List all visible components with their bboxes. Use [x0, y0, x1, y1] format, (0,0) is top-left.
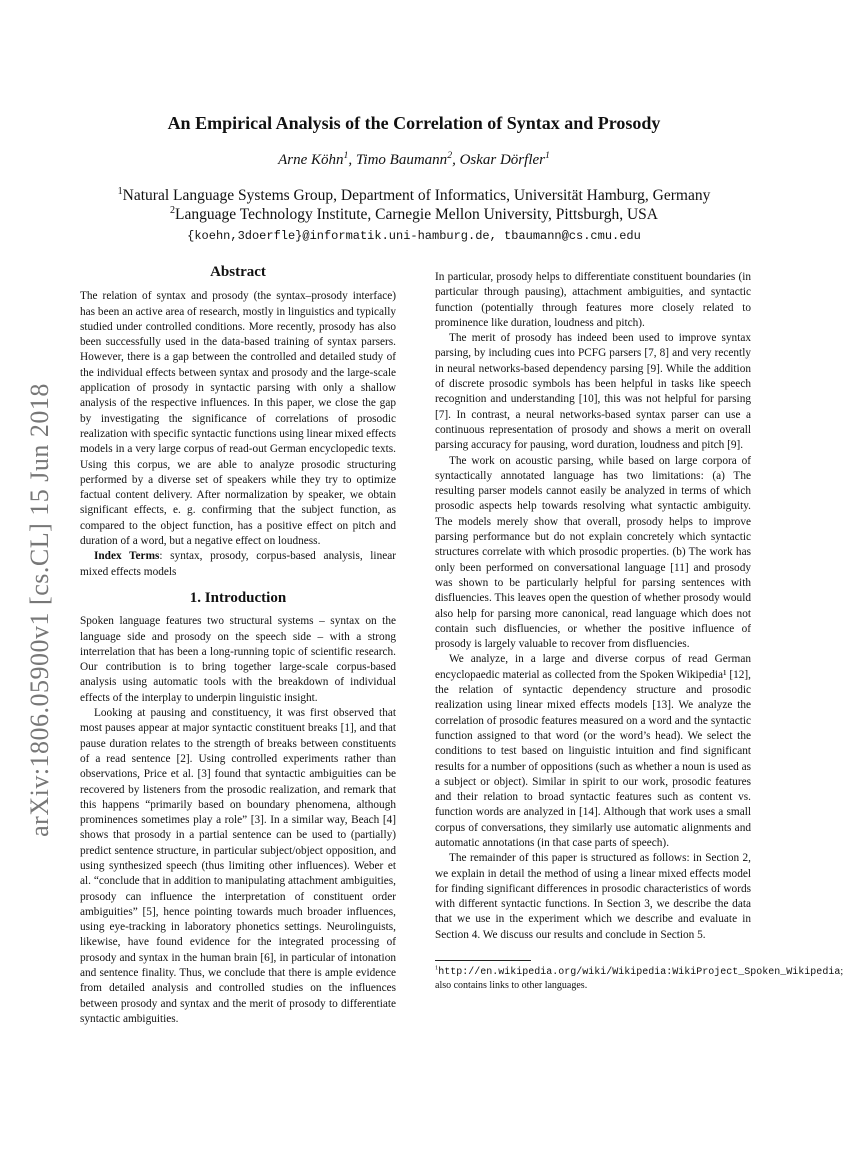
intro-paragraph: In particular, prosody helps to differentiate constituent boundaries (in particular through pausing), attachment ambiguities, and syntactic function (potentially through features more closely related to prominence like duration, loudness and pitch).: [435, 271, 751, 329]
abstract-heading: Abstract: [210, 264, 266, 280]
footnote-url[interactable]: http://en.wikipedia.org/wiki/Wikipedia:WikiProject_Spoken_Wikipedia: [438, 967, 841, 979]
affiliation-text: Natural Language Systems Group, Department of Informatics, Universität Hamburg, Germany: [122, 187, 711, 204]
intro-paragraph: The work on acoustic parsing, while based on large corpora of syntactically annotated language has two limitations: (a) The resulting parser models cannot easily be analyzed in terms of which prosodic aspects help towards resolving what syntactic ambiguity. The models merely show that overall, prosody helps to improve parsing performance but do not explain concretely which syntactic structures correlate with which prosodic properties. (b) The work has only been performed on conversational language [11] and prosody was shown to be particularly helpful for parsing sentences with disfluencies. This leaves open the question of whether prosody would also help for parsing more canonical, read language which does not contain such disfluencies, or whether the positive influence of prosody is largely valuable to recover from disfluencies.: [435, 454, 751, 651]
abstract-text: The relation of syntax and prosody (the syntax–prosody interface) has been an active area of research, mostly in linguistics and typically studied under controlled conditions. More recently, prosody has also been successfully used in the data-based training of syntax parsers. However, there is a gap between the controlled and detailed study of the individual effects between syntax and prosody and the large-scale application of prosody in syntactic parsing with only a shallow analysis of the respective influences. In this paper, we close the gap by investigating the significance of correlations of prosodic realization with specific syntactic functions using linear mixed effects models in a very large corpus of read-out German encyclopedic texts. Using this corpus, we are able to analyze prosodic structuring performed by a diverse set of speakers while they try to optimize factual content delivery. After normalization by speaker, we obtain significant effects, e. g. confirming that the subject function, as compared to the object function, has a positive effect on pitch and duration of a word, but a negative effect on loudness.: [80, 290, 396, 548]
footnote: [435, 964, 843, 992]
footnote-mark: 1: [435, 964, 439, 972]
intro-heading: 1. Introduction: [189, 589, 287, 606]
author-list: Arne Köhn$^1$, Timo Baumann$^2$, Oskar Dörfler$^1$: [278, 150, 550, 168]
footnote-text: ; also contains links to other languages.: [435, 966, 843, 992]
index-terms-label: Index Terms: [94, 550, 160, 563]
right-column: [435, 270, 843, 992]
affiliation-sup: 1: [117, 185, 123, 197]
intro-paragraph: Looking at pausing and constituency, it was first observed that most pauses appear at major syntactic constituent breaks [1], and that pause duration relates to the strength of breaks between constituents of a read sentence [2]. Using controlled experiments rather than observations, Price et al. [3] found that syntactic ambiguities can be recovered by listeners from the prosodic realization, and remark that this happens “primarily based on boundary phenomena, although prominences sometimes play a role” [3]. In a similar way, Beach [4] shows that prosody in a partial sentence can be used to (partially) predict sentence structure, in particular subject/object opposition, and using synthesized speech (thus limiting other influences). Weber et al. “conclude that in addition to manipulating attachment ambiguities, prosody can influence the interpretation of constituent order ambiguities” [5], hence pointing towards much broader influences, using eye-tracking in laboratory phonetics settings. Neurolinguists, likewise, have found evidence for the integrated processing of prosody and syntax in the human brain [6], in particular of intonation and sentence finality. Thus, we conclude that there is ample evidence from detailed analysis and controlled studies on the influences between prosody and syntax and the merit of prosody to differentiate syntactic ambiguities.: [80, 707, 396, 1025]
affiliation-sup: 2: [170, 204, 176, 216]
index-terms-text: : syntax, prosody, corpus-based analysis, linear mixed effects models: [80, 550, 397, 578]
author-sup: 1: [343, 150, 349, 161]
affiliation: [0, 187, 828, 205]
intro-paragraph: Spoken language features two structural systems – syntax on the language side and prosody on the speech side – with a strong interrelation that has been a long-running topic of scientific research. Our contribution is to bring together large-scale corpus-based analysis using automatic tools with the breakdown of individual effects of the interplay to underpin linguistic insight.: [80, 615, 396, 704]
paper-title: An Empirical Analysis of the Correlation of Syntax and Prosody: [167, 113, 661, 133]
author-sup: 2: [447, 150, 453, 161]
arxiv-stamp: arXiv:1806.05900v1 [cs.CL] 15 Jun 2018: [25, 383, 54, 837]
affiliation: [0, 206, 828, 224]
author-sup: 1: [544, 150, 550, 161]
footnote-rule: [435, 960, 531, 961]
author-emails: {koehn,3doerfle}@informatik.uni-hamburg.de, tbaumann@cs.cmu.edu: [187, 229, 641, 243]
author-name: Oskar Dörfler: [459, 152, 545, 168]
left-column: [80, 265, 396, 1027]
intro-paragraph: We analyze, in a large and diverse corpus of read German encyclopaedic material as collected from the Spoken Wikipedia¹ [12], the relation of syntactic dependency structure and prosodic realization using linear mixed effects models [13]. We analyze the correlation of prosodic features measured on a word and the syntactic function assigned to that word (or the word’s head). We select the conditions to test based on linguistic intuition and find significant results for a number of oppositions (such as whether a noun is used as a subject or object). Similar in spirit to our work, prosodic features and their relation to broad syntactic features such as content vs. function words are analyzed in [14]. Although that work uses a small corpus of conversations, they similarly use automatic alignments and automatic annotations (in that case parts of speech).: [435, 653, 751, 849]
author-name: Arne Köhn: [278, 152, 344, 168]
affiliation-text: Language Technology Institute, Carnegie Mellon University, Pittsburgh, USA: [175, 206, 658, 223]
intro-paragraph: The remainder of this paper is structured as follows: in Section 2, we explain in detail the method of using a linear mixed effects model for finding significant differences in prosodic characteristics of words with different syntactic functions. In Section 3, we describe the data that we use in the experiment which we describe and evaluate in Section 4. We discuss our results and conclude in Section 5.: [435, 852, 751, 941]
index-terms: [80, 549, 396, 580]
author-name: Timo Baumann: [355, 152, 448, 168]
intro-paragraph: The merit of prosody has indeed been used to improve syntax parsing, by including cues into PCFG parsers [7, 8] and very recently in neural networks-based dependency parsing [9]. While the addition of discrete prosodic symbols has been helpful in tasks like speech recognition and understanding [10], this was not helpful for parsing [7]. In contrast, a neural networks-based syntax parser can use a continuous representation of prosody and shows a merit on overall parsing accuracy for pausing, word duration, loudness and pitch [9].: [435, 332, 751, 452]
